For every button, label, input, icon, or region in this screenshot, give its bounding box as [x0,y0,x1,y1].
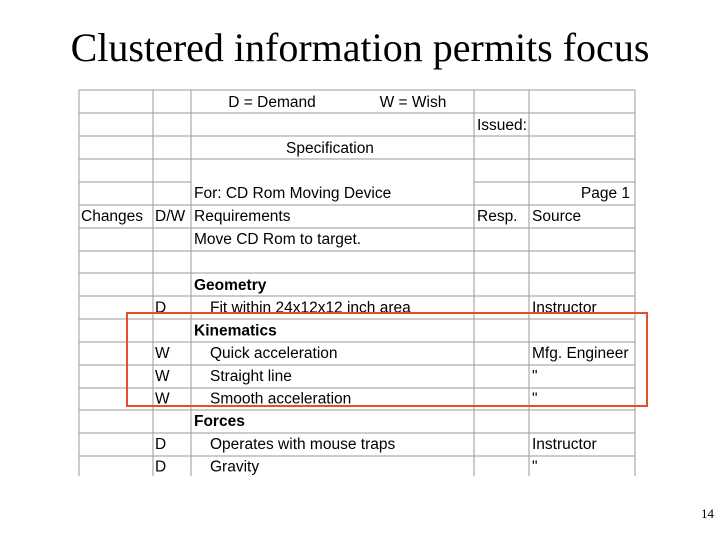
for-line: For: CD Rom Moving Device [194,185,392,202]
requirement-cell: Straight line [210,367,292,385]
legend-wish: W = Wish [379,94,447,111]
header-dw: D/W [155,208,186,225]
section-row [194,413,245,430]
dw-cell: D [155,299,167,317]
source-cell: " [532,367,538,385]
requirement-cell: Fit within 24x12x12 inch area [210,299,411,317]
requirement-row [155,300,597,317]
requirement-row [155,391,538,408]
dw-cell: D [155,458,167,476]
slide-title: Clustered information permits focus [70,25,650,70]
requirement-cell: Quick acceleration [210,345,338,363]
requirement-row [155,345,629,362]
goal-text: Move CD Rom to target. [194,231,362,248]
dw-cell: W [155,367,170,385]
source-cell: Instructor [532,299,597,317]
requirement-cell: Operates with mouse traps [210,435,396,453]
requirement-cell: Smooth acceleration [210,390,352,408]
header-requirements: Requirements [194,208,291,225]
section-row [194,322,277,339]
source-cell: " [532,458,538,476]
requirement-row [155,436,597,453]
page-label: Page 1 [580,185,630,202]
specification-heading: Specification [286,140,374,157]
source-cell: " [532,390,538,408]
header-changes: Changes [81,208,144,225]
dw-cell: D [155,435,167,453]
requirement-cell: Gravity [210,458,260,476]
requirement-rows [155,277,629,476]
section-label: Geometry [194,277,267,294]
section-label: Forces [194,413,245,431]
section-label: Kinematics [194,322,277,340]
dw-cell: W [155,345,170,363]
source-cell: Mfg. Engineer [532,345,629,363]
requirement-row [155,368,538,385]
header-source: Source [532,208,582,225]
header-resp: Resp. [477,208,518,225]
requirement-row [155,459,538,476]
issued-label: Issued: [477,117,527,134]
dw-cell: W [155,390,170,408]
legend-demand: D = Demand [228,94,316,111]
source-cell: Instructor [532,435,597,453]
section-row [194,277,267,294]
slide-number: 14 [701,506,714,521]
